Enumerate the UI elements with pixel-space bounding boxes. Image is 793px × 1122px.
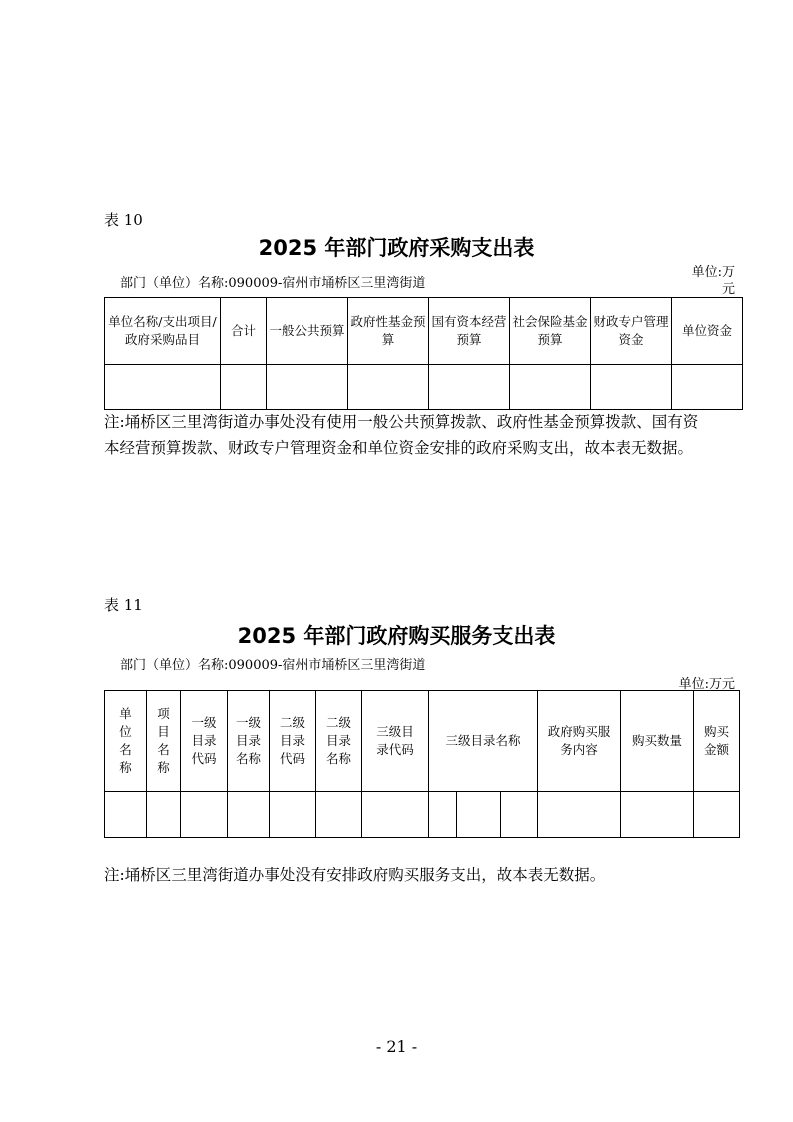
empty-cell: [221, 365, 267, 410]
empty-cell: [228, 792, 270, 838]
header-cell: 单位资金: [672, 298, 743, 365]
empty-cell: [105, 365, 221, 410]
empty-cell: [672, 365, 743, 410]
header-cell: 财政专户管理资金: [591, 298, 672, 365]
empty-cell: [316, 792, 362, 838]
header-cell: 国有资本经营预算: [429, 298, 510, 365]
table-number-label: 表 10: [104, 211, 143, 229]
header-cell: 三级目录代码: [362, 691, 429, 792]
header-cell: 二级目录名称: [316, 691, 362, 792]
table-row: [105, 792, 740, 838]
header-cell: 单位名称/支出项目/政府采购品目: [105, 298, 221, 365]
header-cell: 购买数量: [621, 691, 694, 792]
empty-cell: [538, 792, 621, 838]
empty-cell: [429, 792, 457, 838]
empty-cell: [362, 792, 429, 838]
header-cell: 项目名称: [147, 691, 181, 792]
empty-cell: [621, 792, 694, 838]
table-row: [105, 365, 743, 410]
empty-cell: [429, 365, 510, 410]
table-title: 2025 年部门政府购买服务支出表: [237, 624, 556, 648]
unit-label: 单位:万元: [678, 677, 735, 692]
header-cell: 一级目录代码: [181, 691, 228, 792]
page-number: - 21 -: [375, 1037, 418, 1056]
empty-cell: [501, 792, 538, 838]
table-header-row: [105, 691, 740, 792]
table-note: 注:埇桥区三里湾街道办事处没有安排政府购买服务支出，故本表无数据。: [104, 866, 606, 884]
unit-label: 单位:万元: [691, 265, 735, 297]
empty-cell: [147, 792, 181, 838]
department-label: 部门（单位）名称:090009-宿州市埇桥区三里湾街道: [120, 276, 426, 291]
empty-cell: [457, 792, 501, 838]
empty-cell: [591, 365, 672, 410]
service-purchase-table: [104, 690, 740, 838]
header-cell: 一级目录名称: [228, 691, 270, 792]
table-note: 注:埇桥区三里湾街道办事处没有使用一般公共预算拨款、政府性基金预算拨款、国有资本经营预算拨款、财政专户管理资金和单位资金安排的政府采购支出，故本表无数据。: [104, 413, 699, 457]
header-cell: 二级目录代码: [270, 691, 316, 792]
department-label: 部门（单位）名称:090009-宿州市埇桥区三里湾街道: [120, 658, 426, 673]
header-cell: 政府性基金预算: [348, 298, 429, 365]
header-cell: 三级目录名称: [429, 691, 538, 792]
empty-cell: [267, 365, 348, 410]
table-number-label: 表 11: [104, 596, 143, 614]
empty-cell: [181, 792, 228, 838]
table-header-row: [105, 298, 743, 365]
header-cell: 一般公共预算: [267, 298, 348, 365]
header-cell: 合计: [221, 298, 267, 365]
header-cell: 购买金额: [694, 691, 740, 792]
header-cell: 政府购买服务内容: [538, 691, 621, 792]
table-title: 2025 年部门政府采购支出表: [258, 236, 535, 260]
empty-cell: [510, 365, 591, 410]
procurement-table: [104, 297, 743, 410]
header-cell: 单位名称: [105, 691, 147, 792]
empty-cell: [105, 792, 147, 838]
empty-cell: [694, 792, 740, 838]
empty-cell: [270, 792, 316, 838]
header-cell: 社会保险基金预算: [510, 298, 591, 365]
empty-cell: [348, 365, 429, 410]
